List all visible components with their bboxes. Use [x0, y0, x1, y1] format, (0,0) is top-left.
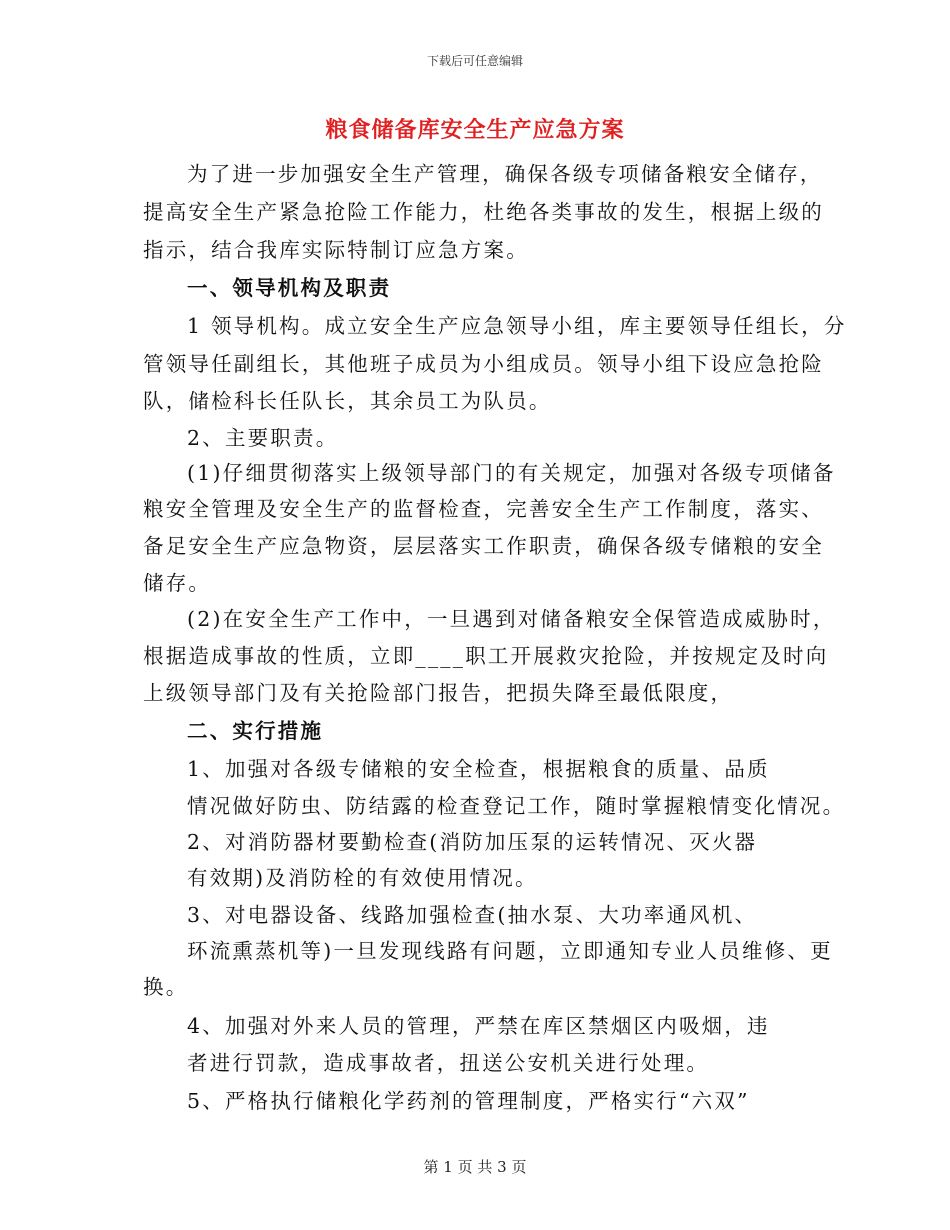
- paragraph-line: 提高安全生产紧急抢险工作能力，杜绝各类事故的发生，根据上级的: [143, 200, 824, 224]
- paragraph-line: 1 领导机构。成立安全生产应急领导小组，库主要领导任组长，分: [187, 314, 847, 338]
- paragraph-line: 储存。: [143, 571, 212, 595]
- paragraph-line: 环流熏蒸机等)一旦发现线路有问题，立即通知专业人员维修、更: [187, 939, 833, 963]
- paragraph-line: 5、严格执行储粮化学药剂的管理制度，严格实行“六双”: [187, 1089, 750, 1113]
- paragraph-line: 换。: [143, 975, 189, 999]
- section-heading: 二、实行措施: [187, 719, 324, 743]
- document-title: 粮食储备库安全生产应急方案: [325, 118, 625, 143]
- page-header-note: 下载后可任意编辑: [426, 54, 523, 68]
- paragraph-line: 备足安全生产应急物资，层层落实工作职责，确保各级专储粮的安全: [143, 534, 824, 558]
- paragraph-line: 上级领导部门及有关抢险部门报告，把损失降至最低限度，: [143, 681, 734, 705]
- paragraph-line: 4、加强对外来人员的管理，严禁在库区禁烟区内吸烟，违: [187, 1014, 770, 1038]
- paragraph-line: 管领导任副组长，其他班子成员为小组成员。领导小组下设应急抢险: [143, 352, 824, 376]
- paragraph-line: 3、对电器设备、线路加强检查(抽水泵、大功率通风机、: [187, 903, 758, 927]
- paragraph-line: 根据造成事故的性质，立即____职工开展救灾抢险，并按规定及时向: [143, 644, 829, 668]
- section-heading: 一、领导机构及职责: [187, 276, 392, 300]
- paragraph-line: 1、加强对各级专储粮的安全检查，根据粮食的质量、品质: [187, 757, 770, 781]
- paragraph-line: (2)在安全生产工作中，一旦遇到对储备粮安全保管造成威胁时，: [187, 607, 836, 631]
- paragraph-line: (1)仔细贯彻落实上级领导部门的有关规定，加强对各级专项储备: [187, 461, 836, 485]
- paragraph-line: 粮安全管理及安全生产的监督检查，完善安全生产工作制度，落实、: [143, 497, 824, 521]
- paragraph-line: 为了进一步加强安全生产管理，确保各级专项储备粮安全储存，: [187, 162, 823, 186]
- paragraph-line: 有效期)及消防栓的有效使用情况。: [187, 866, 538, 890]
- paragraph-line: 情况做好防虫、防结露的检查登记工作，随时掌握粮情变化情况。: [187, 794, 846, 818]
- paragraph-line: 者进行罚款，造成事故者，扭送公安机关进行处理。: [187, 1051, 710, 1075]
- paragraph-line: 队，储检科长任队长，其余员工为队员。: [143, 389, 552, 413]
- page-number-footer: 第 1 页 共 3 页: [423, 1158, 527, 1176]
- paragraph-line: 2、主要职责。: [187, 426, 339, 450]
- paragraph-line: 指示，结合我库实际特制订应急方案。: [143, 238, 529, 262]
- paragraph-line: 2、对消防器材要勤检查(消防加压泵的运转情况、灭火器: [187, 830, 758, 854]
